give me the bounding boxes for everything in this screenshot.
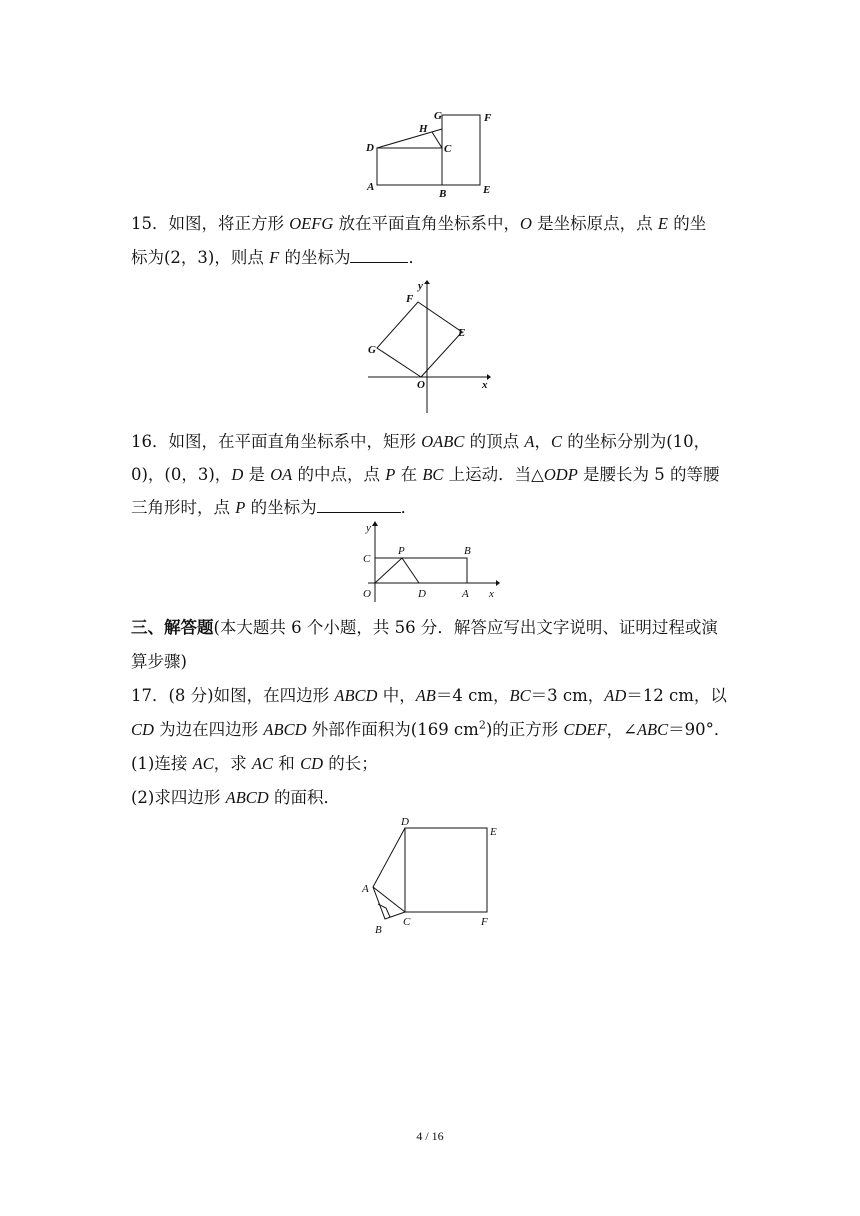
label-D: D bbox=[366, 142, 374, 154]
section3-line2: 算步骤) bbox=[131, 652, 187, 671]
answer-blank[interactable] bbox=[350, 246, 408, 263]
q16-line3: 三角形时，点 P 的坐标为 ． bbox=[131, 498, 418, 517]
label-A: A bbox=[362, 883, 369, 895]
label-C: C bbox=[444, 143, 452, 155]
label-A: A bbox=[367, 181, 375, 193]
label-C: C bbox=[363, 553, 371, 565]
label-F: F bbox=[481, 916, 488, 928]
label-H: H bbox=[419, 123, 428, 135]
label-E: E bbox=[458, 327, 466, 339]
q16-line1: 16．如图，在平面直角坐标系中，矩形 OABC 的顶点 A，C 的坐标分别为(10， bbox=[131, 432, 711, 451]
section3-heading: 三、解答题 bbox=[131, 618, 214, 637]
figure-q15 bbox=[362, 280, 497, 415]
q17-part2: (2)求四边形 ABCD 的面积． bbox=[131, 788, 340, 807]
label-B: B bbox=[464, 545, 471, 557]
label-O: O bbox=[363, 588, 371, 600]
label-O: O bbox=[417, 379, 425, 391]
q15-line1: 15．如图，将正方形 OEFG 放在平面直角坐标系中，O 是坐标原点，点 E 的坐 bbox=[131, 214, 707, 233]
label-F: F bbox=[484, 112, 492, 124]
label-y: y bbox=[366, 522, 371, 534]
figure-q17 bbox=[358, 815, 508, 940]
label-P: P bbox=[398, 545, 405, 557]
label-D: D bbox=[401, 816, 409, 828]
q17-part1: (1)连接 AC，求 AC 和 CD 的长； bbox=[131, 754, 378, 773]
label-B: B bbox=[439, 188, 447, 200]
page-number: 4 / 16 bbox=[416, 1129, 444, 1143]
q16-line2: 0)，(0，3)，D 是 OA 的中点，点 P 在 BC 上运动．当△ODP 是腰长为 5 的等腰 bbox=[131, 465, 720, 484]
q15-line2: 标为(2，3)，则点 F 的坐标为 ． bbox=[131, 248, 425, 267]
label-G: G bbox=[368, 344, 376, 356]
label-x: x bbox=[482, 379, 488, 391]
label-E: E bbox=[483, 184, 491, 196]
label-x: x bbox=[489, 588, 494, 600]
answer-blank[interactable] bbox=[317, 496, 401, 513]
section3-line1: 三、解答题(本大题共 6 个小题，共 56 分．解答应写出文字说明、证明过程或演 bbox=[131, 618, 718, 637]
label-E: E bbox=[490, 826, 497, 838]
q17-line1: 17．(8 分)如图，在四边形 ABCD 中，AB＝4 cm，BC＝3 cm，AD＝12 cm，以 bbox=[131, 686, 727, 705]
label-F: F bbox=[406, 293, 414, 305]
label-A: A bbox=[462, 588, 469, 600]
label-D: D bbox=[418, 588, 426, 600]
label-y: y bbox=[418, 280, 423, 292]
figure-q16 bbox=[358, 520, 503, 605]
label-B: B bbox=[375, 924, 382, 936]
label-C: C bbox=[403, 916, 411, 928]
label-G: G bbox=[434, 110, 442, 122]
figure-q14 bbox=[360, 105, 500, 200]
q17-line2: CD 为边在四边形 ABCD 外部作面积为(169 $cm^2$)的正方形 CDEF，∠ABC＝90°． bbox=[131, 718, 731, 739]
